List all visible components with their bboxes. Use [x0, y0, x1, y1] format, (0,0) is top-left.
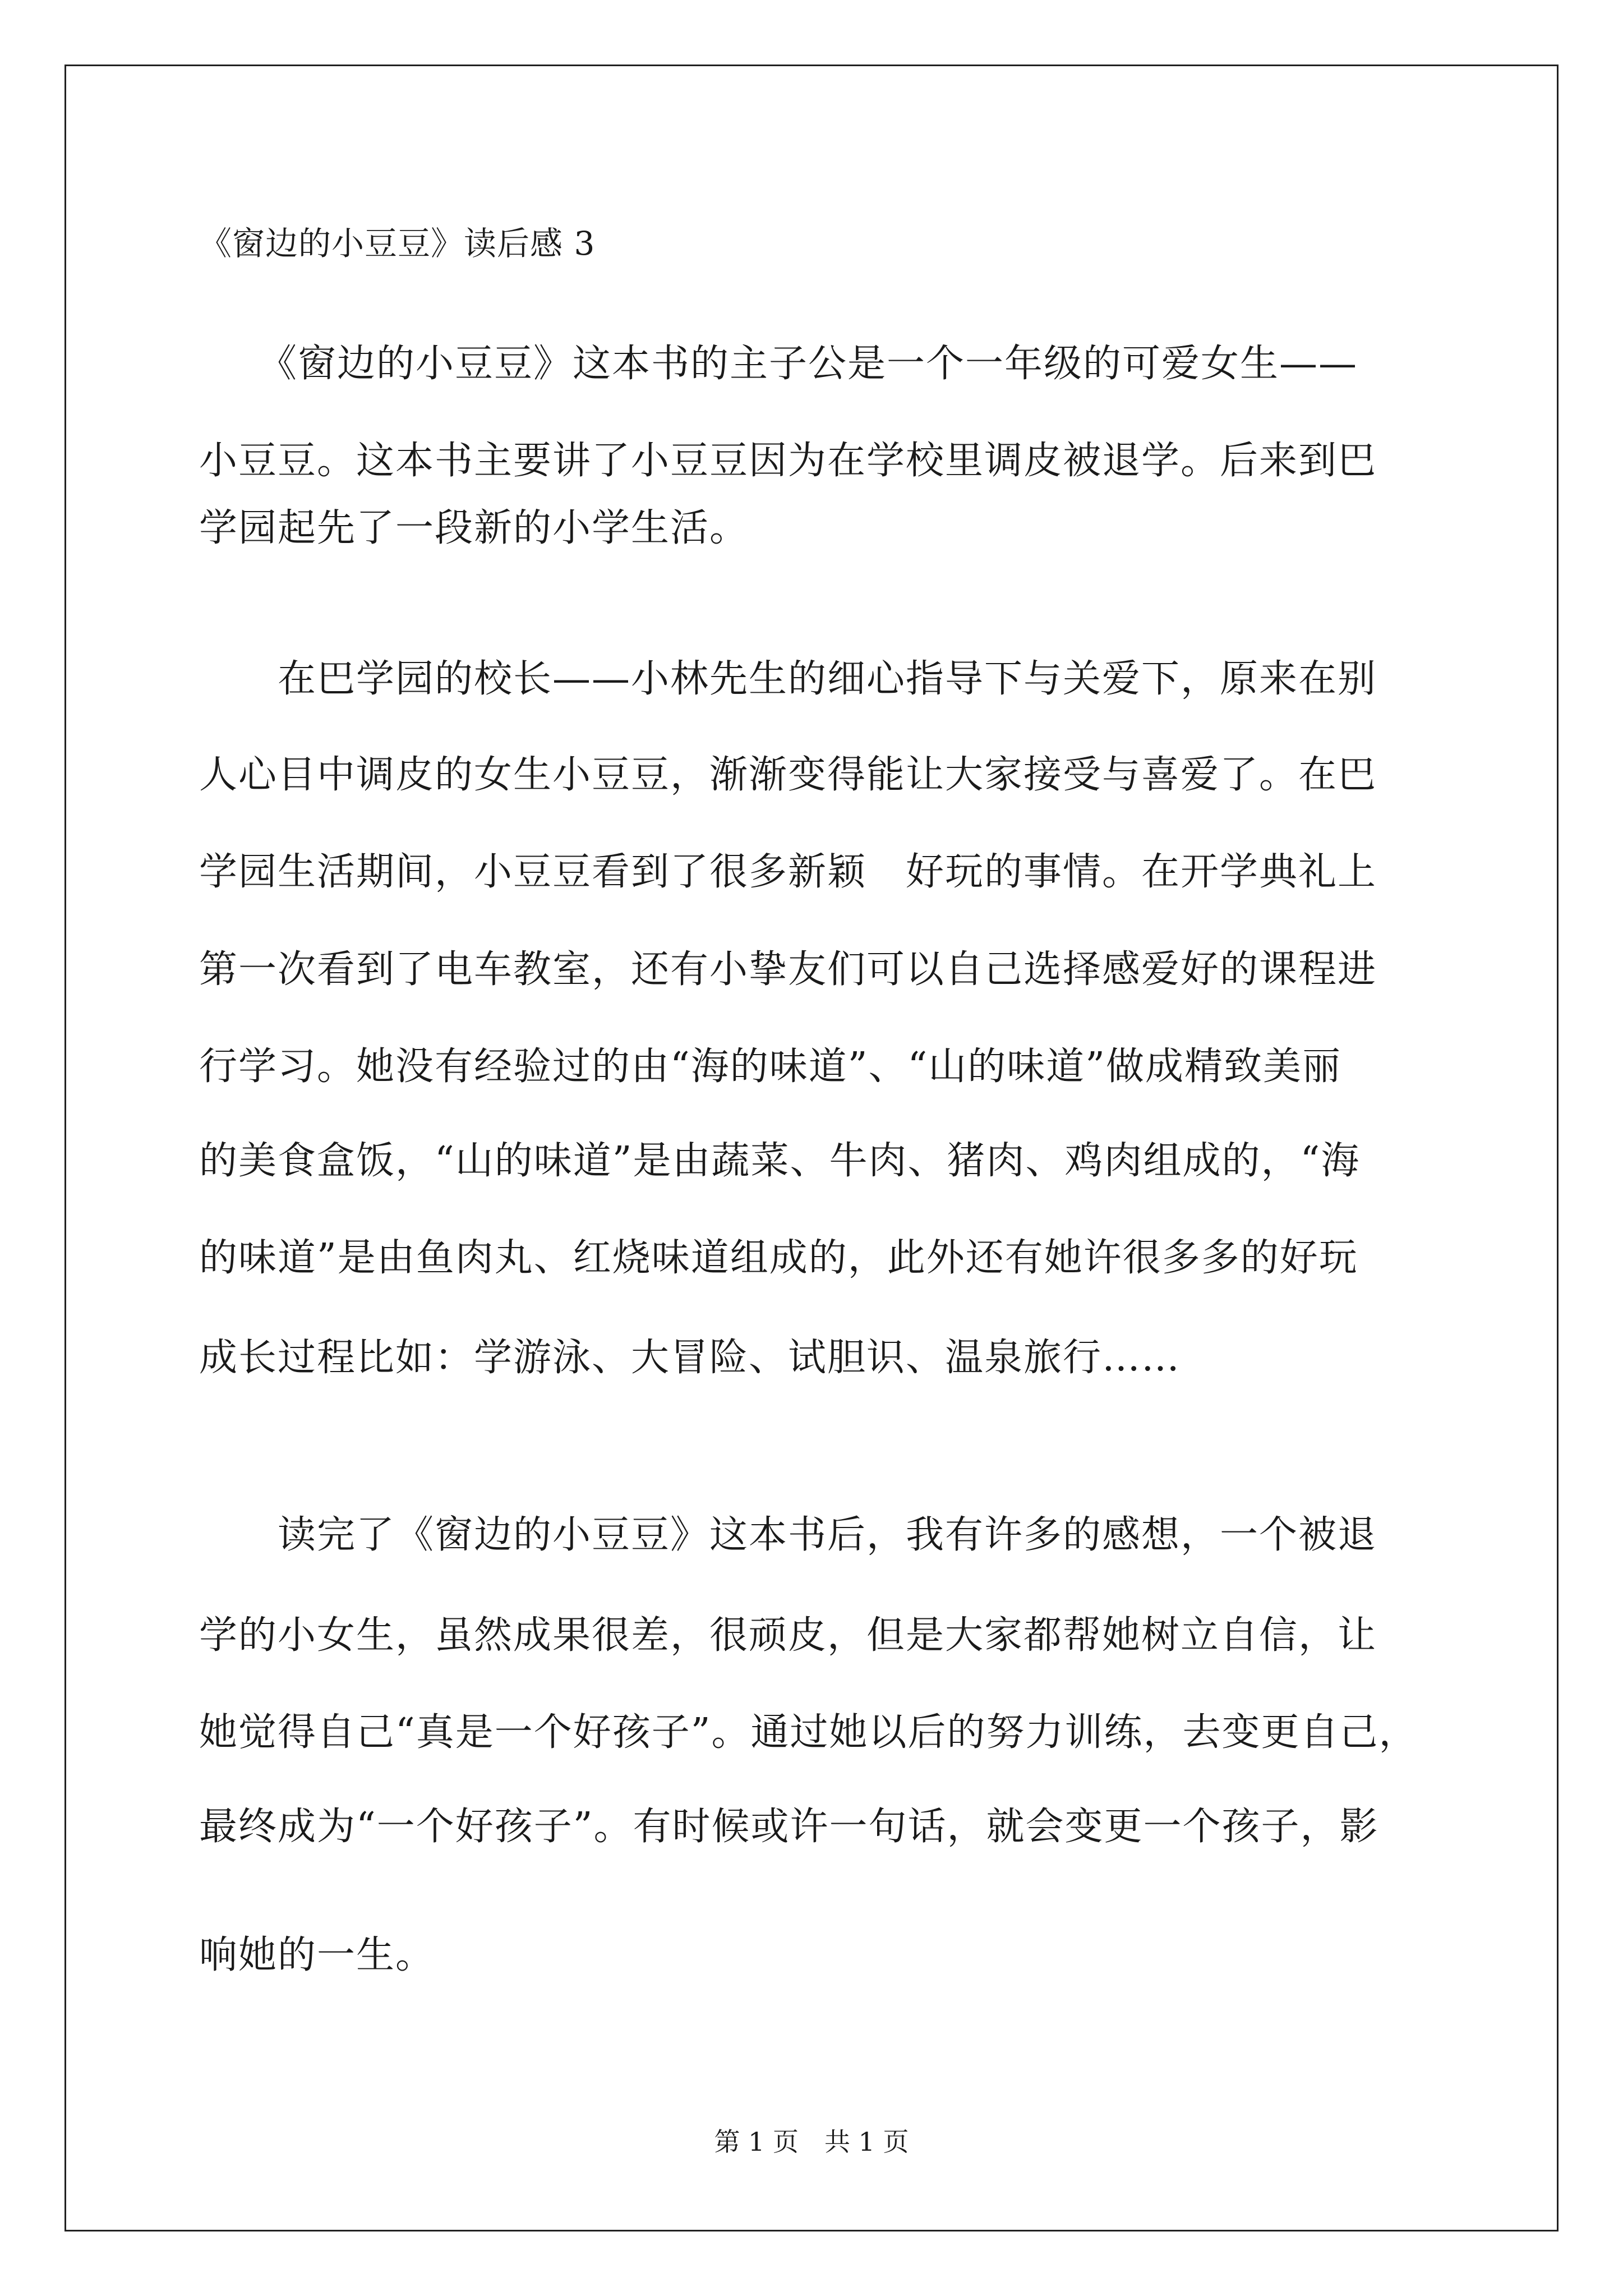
text-line-1: 《窗边的小豆豆》这本书的主子公是一个一年级的可爱女生—— — [199, 342, 1358, 386]
text-line-8: 行学习。她没有经验过的由“海的味道”、“山的味道”做成精致美丽 — [199, 1045, 1342, 1089]
text-line-4: 在巴学园的校长——小林先生的细心指导下与关爱下，原来在别 — [199, 657, 1377, 701]
text-line-15: 最终成为“一个好孩子”。有时候或许一句话，就会变更一个孩子，影 — [199, 1805, 1379, 1849]
text-line-3: 学园起先了一段新的小学生活。 — [199, 506, 749, 550]
document-title: 《窗边的小豆豆》读后感 3 — [199, 224, 596, 263]
page-footer: 第 1 页 共 1 页 — [714, 2127, 909, 2157]
text-line-13: 学的小女生，虽然成果很差，很顽皮，但是大家都帮她树立自信，让 — [199, 1613, 1377, 1658]
text-line-11: 成长过程比如：学游泳、大冒险、试胆识、温泉旅行…… — [199, 1336, 1181, 1380]
text-line-7: 第一次看到了电车教室，还有小挚友们可以自己选择感爱好的课程进 — [199, 947, 1377, 992]
text-line-16: 响她的一生。 — [199, 1933, 435, 1977]
text-line-2: 小豆豆。这本书主要讲了小豆豆因为在学校里调皮被退学。后来到巴 — [199, 439, 1377, 483]
text-line-5: 人心目中调皮的女生小豆豆，渐渐变得能让大家接受与喜爱了。在巴 — [199, 753, 1377, 797]
text-line-9: 的美食盒饭，“山的味道”是由蔬菜、牛肉、猪肉、鸡肉组成的，“海 — [199, 1139, 1361, 1183]
text-line-10: 的味道”是由鱼肉丸、红烧味道组成的，此外还有她许很多多的好玩 — [199, 1236, 1358, 1280]
text-line-12: 读完了《窗边的小豆豆》这本书后，我有许多的感想，一个被退 — [199, 1513, 1377, 1557]
text-line-14: 她觉得自己“真是一个好孩子”。通过她以后的努力训练，去变更自己， — [199, 1710, 1418, 1755]
text-line-6: 学园生活期间，小豆豆看到了很多新颖 好玩的事情。在开学典礼上 — [199, 850, 1377, 894]
